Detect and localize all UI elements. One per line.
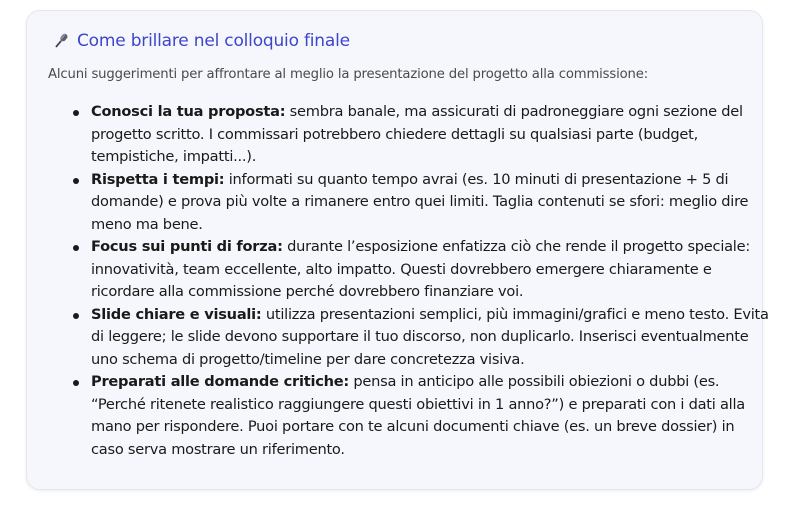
- tips-list: [67, 101, 771, 461]
- list-item: [91, 169, 771, 237]
- tip-text: durante l’esposizione enfatizza ciò che rende il progetto speciale: innovatività, team eccellente, alto impatto. Questi dovrebbero emergere chiaramente e ricordare alla commissione perché dovrebbero finanziare voi.: [91, 238, 751, 300]
- tip-title: Focus sui punti di forza:: [91, 238, 283, 255]
- tip-title: Slide chiare e visuali:: [91, 305, 262, 323]
- bullet-dot: [73, 245, 79, 251]
- card-subtitle: Alcuni suggerimenti per affrontare al meglio la presentazione del progetto alla commissione:: [48, 67, 648, 82]
- tip-text: utilizza presentazioni semplici, più immagini/grafici e meno testo. Evita di leggere; le slide devono supportare il tuo discorso, non duplicarlo. Inserisci eventualmente uno schema di progetto/timeline per dare concretezza visiva.: [91, 305, 769, 368]
- bullet-dot: [73, 178, 79, 184]
- tip-title: Preparati alle domande critiche:: [91, 373, 349, 390]
- list-item: [91, 371, 771, 461]
- bullet-dot: [73, 313, 79, 319]
- list-item: [91, 236, 771, 304]
- bullet-dot: [73, 380, 79, 386]
- card-header: [51, 31, 350, 51]
- tip-title: Conosci la tua proposta:: [91, 103, 286, 120]
- bullet-dot: [73, 110, 79, 116]
- tip-title: Rispetta i tempi:: [91, 170, 225, 188]
- tip-text: pensa in anticipo alle possibili obiezioni o dubbi (es. “Perché ritenete realistico raggiungere questi obiettivi in 1 anno?”) e preparati con i dati alla mano per rispondere. Puoi portare con te alcuni documenti chiave (es. un breve dossier) in caso serva mostrare un riferimento.: [91, 373, 745, 458]
- card-title: Come brillare nel colloquio finale: [77, 31, 350, 51]
- list-item: [91, 304, 771, 372]
- list-item: [91, 101, 771, 169]
- tip-text: informati su quanto tempo avrai (es. 10 minuti di presentazione + 5 di domande) e prova più volte a rimanere entro quei limiti. Taglia contenuti se sfori: meglio dire meno ma bene.: [91, 170, 749, 233]
- microphone-icon: [51, 31, 71, 51]
- tip-text: sembra banale, ma assicurati di padroneggiare ogni sezione del progetto scritto. I commissari potrebbero chiedere dettagli su qualsiasi parte (budget, tempistiche, impatti...).: [91, 103, 743, 165]
- tips-card: [26, 10, 769, 490]
